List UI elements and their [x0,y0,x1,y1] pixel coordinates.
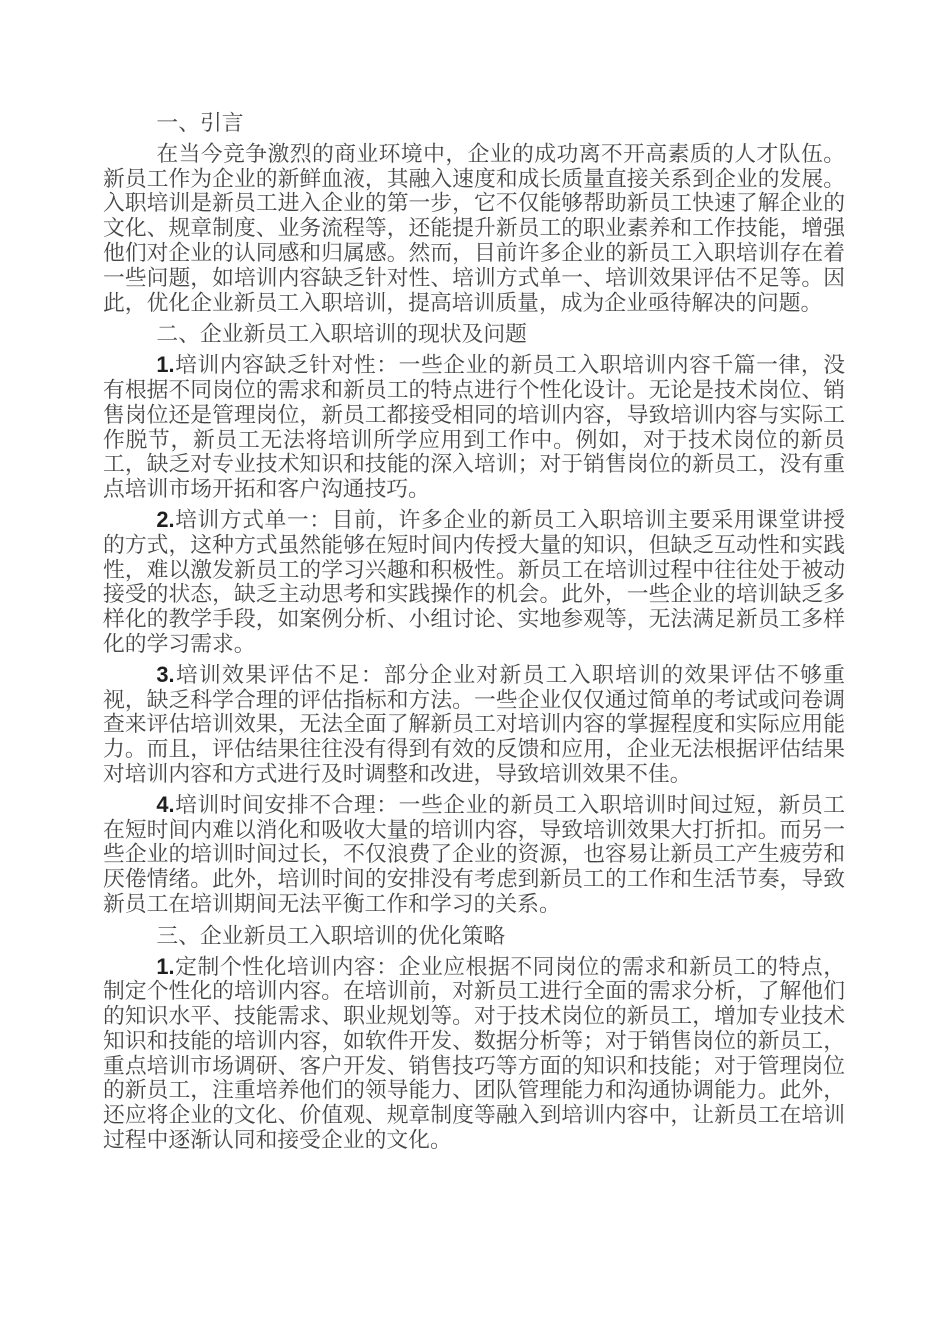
numbered-paragraph-text: 培训效果评估不足：部分企业对新员工入职培训的效果评估不够重视，缺乏科学合理的评估指标和方法。一些企业仅仅通过简单的考试或问卷调查来评估培训效果，无法全面了解新员工对培训内容的掌握程度和实际应用能力。而且，评估结果往往没有得到有效的反馈和应用，企业无法根据评估结果对培训内容和方式进行及时调整和改进，导致培训效果不佳。 [103,661,845,786]
heading-optimization-strategies: 三、企业新员工入职培训的优化策略 [156,922,506,948]
list-number: 1. [156,352,175,378]
numbered-paragraph-problem-4 [103,793,845,917]
list-number: 3. [156,661,175,687]
list-number: 4. [156,791,175,817]
numbered-paragraph-text: 培训时间安排不合理：一些企业的新员工入职培训时间过短，新员工在短时间内难以消化和吸收大量的培训内容，导致培训效果大打折扣。而另一些企业的培训时间过长，不仅浪费了企业的资源，也容易让新员工产生疲劳和厌倦情绪。此外，培训时间的安排没有考虑到新员工的工作和生活节奏，导致新员工在培训期间无法平衡工作和学习的关系。 [103,791,845,916]
numbered-paragraph-problem-3 [103,663,845,787]
heading-introduction: 一、引言 [156,110,244,135]
list-number: 1. [156,953,175,979]
document-body [103,111,845,1153]
numbered-paragraph-text: 培训内容缺乏针对性：一些企业的新员工入职培训内容千篇一律，没有根据不同岗位的需求和新员工的特点进行个性化设计。无论是技术岗位、销售岗位还是管理岗位，新员工都接受相同的培训内容，导致培训内容与实际工作脱节，新员工无法将培训所学应用到工作中。例如，对于技术岗位的新员工，缺乏对专业技术知识和技能的深入培训；对于销售岗位的新员工，没有重点培训市场开拓和客户沟通技巧。 [103,352,845,502]
numbered-paragraph-text: 培训方式单一：目前，许多企业的新员工入职培训主要采用课堂讲授的方式，这种方式虽然能够在短时间内传授大量的知识，但缺乏互动性和实践性，难以激发新员工的学习兴趣和积极性。新员工在培训过程中往往处于被动接受的状态，缺乏主动思考和实践操作的机会。此外，一些企业的培训缺乏多样化的教学手段，如案例分析、小组讨论、实地参观等，无法满足新员工多样化的学习需求。 [103,506,845,656]
paragraph-introduction: 在当今竞争激烈的商业环境中，企业的成功离不开高素质的人才队伍。新员工作为企业的新鲜血液，其融入速度和成长质量直接关系到企业的发展。入职培训是新员工进入企业的第一步，它不仅能够帮助新员工快速了解企业的文化、规章制度、业务流程等，还能提升新员工的职业素养和工作技能，增强他们对企业的认同感和归属感。然而，目前许多企业的新员工入职培训存在着一些问题，如培训内容缺乏针对性、培训方式单一、培训效果评估不足等。因此，优化企业新员工入职培训，提高培训质量，成为企业亟待解决的问题。 [103,140,845,315]
heading-current-status-and-problems: 二、企业新员工入职培训的现状及问题 [156,321,527,347]
numbered-paragraph-problem-2 [103,508,845,657]
numbered-paragraph-text: 定制个性化培训内容：企业应根据不同岗位的需求和新员工的特点，制定个性化的培训内容。在培训前，对新员工进行全面的需求分析，了解他们的知识水平、技能需求、职业规划等。对于技术岗位的新员工，增加专业技术知识和技能的培训内容，如软件开发、数据分析等；对于销售岗位的新员工，重点培训市场调研、客户开发、销售技巧等方面的知识和技能；对于管理岗位的新员工，注重培养他们的领导能力、团队管理能力和沟通协调能力。此外，还应将企业的文化、价值观、规章制度等融入到培训内容中，让新员工在培训过程中逐渐认同和接受企业的文化。 [103,953,845,1153]
numbered-paragraph-strategy-1 [103,955,845,1153]
list-number: 2. [156,506,175,532]
numbered-paragraph-problem-1 [103,353,845,502]
